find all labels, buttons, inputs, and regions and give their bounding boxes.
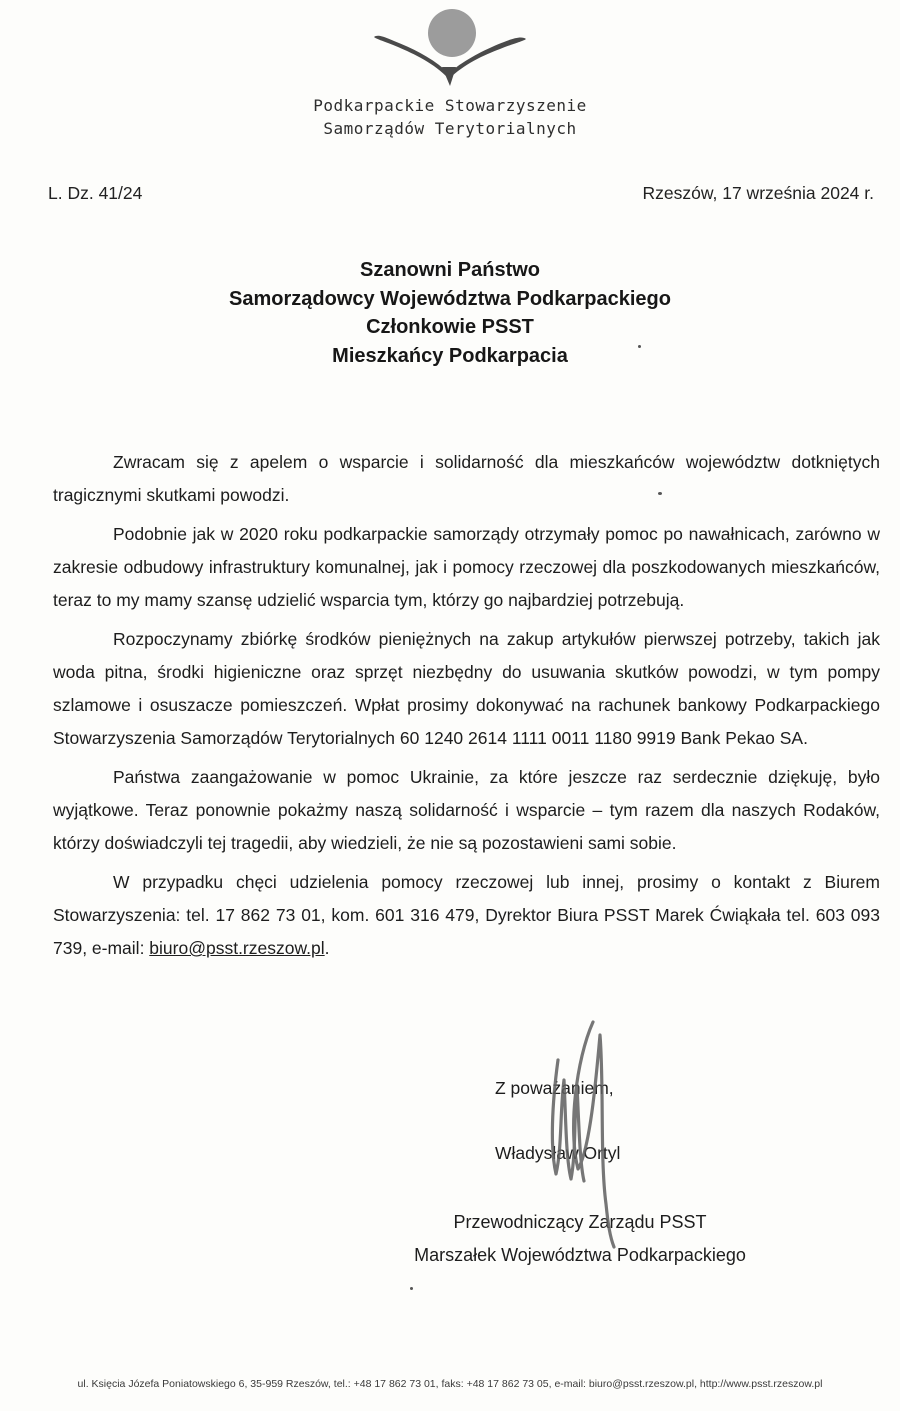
bird-over-sun-logo-icon [362, 6, 538, 90]
handwritten-signature [538, 1008, 622, 1252]
org-name-line1: Podkarpackie Stowarzyszenie [313, 96, 587, 115]
paragraph-contact [53, 866, 880, 965]
scan-speck [410, 1287, 413, 1290]
place-and-date: Rzeszów, 17 września 2024 r. [642, 183, 874, 203]
signer-name: Władysław Ortyl [495, 1143, 621, 1163]
salutation-block [0, 256, 900, 370]
paragraph-fundraising: Rozpoczynamy zbiórkę środków pieniężnych na zakup artykułów pierwszej potrzeby, takich jak woda pitna, środki higieniczne oraz sprzęt niezbędny do usuwania skutków powodzi, w tym pompy szlamowe i osuszacze pomieszczeń. Wpłat prosimy dokonywać na rachunek bankowy Podkarpackiego Stowarzyszenia Samorządów Terytorialnych 60 1240 2614 1111 0011 1180 9919 Bank Pekao SA. [53, 629, 880, 748]
salutation-line: Szanowni Państwo [359, 259, 541, 281]
scan-speck [658, 492, 662, 495]
letterhead [0, 6, 900, 140]
salutation-line: Mieszkańcy Podkarpacia [332, 344, 568, 367]
contact-text: W przypadku chęci udzielenia pomocy rzeczowej lub innej, prosimy o kontakt z Biurem Stowarzyszenia: tel. 17 862 73 01, kom. 601 316 479, Dyrektor Biura PSST Marek Ćwiąkała tel. 603 093 739, e-mail: [53, 872, 880, 958]
signer-title-marshal: Marszałek Województwa Podkarpackiego [414, 1245, 746, 1265]
reference-row [48, 183, 874, 204]
closing-phrase: Z poważaniem, [495, 1078, 614, 1098]
salutation-line: Samorządowcy Województwa Podkarpackiego [229, 287, 671, 310]
letter-body [53, 446, 880, 965]
contact-text-end: . [324, 938, 330, 958]
paragraph-ukraine: Państwa zaangażowanie w pomoc Ukrainie, za które jeszcze raz serdecznie dziękuję, było wyjątkowe. Teraz ponownie pokażmy naszą solidarność i wsparcie – tym razem dla naszych Rodaków, którzy doświadczyli tej tragedii, aby wiedzieli, że nie są pozostawieni sami sobie. [53, 767, 880, 853]
paragraph-2020-help: Podobnie jak w 2020 roku podkarpackie samorządy otrzymały pomoc po nawałnicach, zarówno w zakresie odbudowy infrastruktury komunalnej, jak i pomocy rzeczowej dla poszkodowanych mieszkańców, teraz to my mamy szansę udzielić wsparcia tym, którzy go najbardziej potrzebują. [53, 524, 880, 610]
paragraph-appeal: Zwracam się z apelem o wsparcie i solidarność dla mieszkańców województw dotkniętych tragicznymi skutkami powodzi. [53, 452, 880, 505]
salutation-line: Członkowie PSST [366, 316, 534, 338]
email-link[interactable]: biuro@psst.rzeszow.pl [149, 938, 325, 958]
letter-footer: ul. Księcia Józefa Poniatowskiego 6, 35-959 Rzeszów, tel.: +48 17 862 73 01, faks: +48 17 862 73 05, e-mail: biuro@psst.rzeszow.pl, http://www.psst.rzeszow.pl [77, 1378, 823, 1390]
signer-title-psst: Przewodniczący Zarządu PSST [453, 1212, 707, 1232]
reference-number: L. Dz. 41/24 [48, 183, 143, 203]
org-name-line2: Samorządów Terytorialnych [323, 119, 577, 138]
scan-speck [638, 345, 641, 348]
